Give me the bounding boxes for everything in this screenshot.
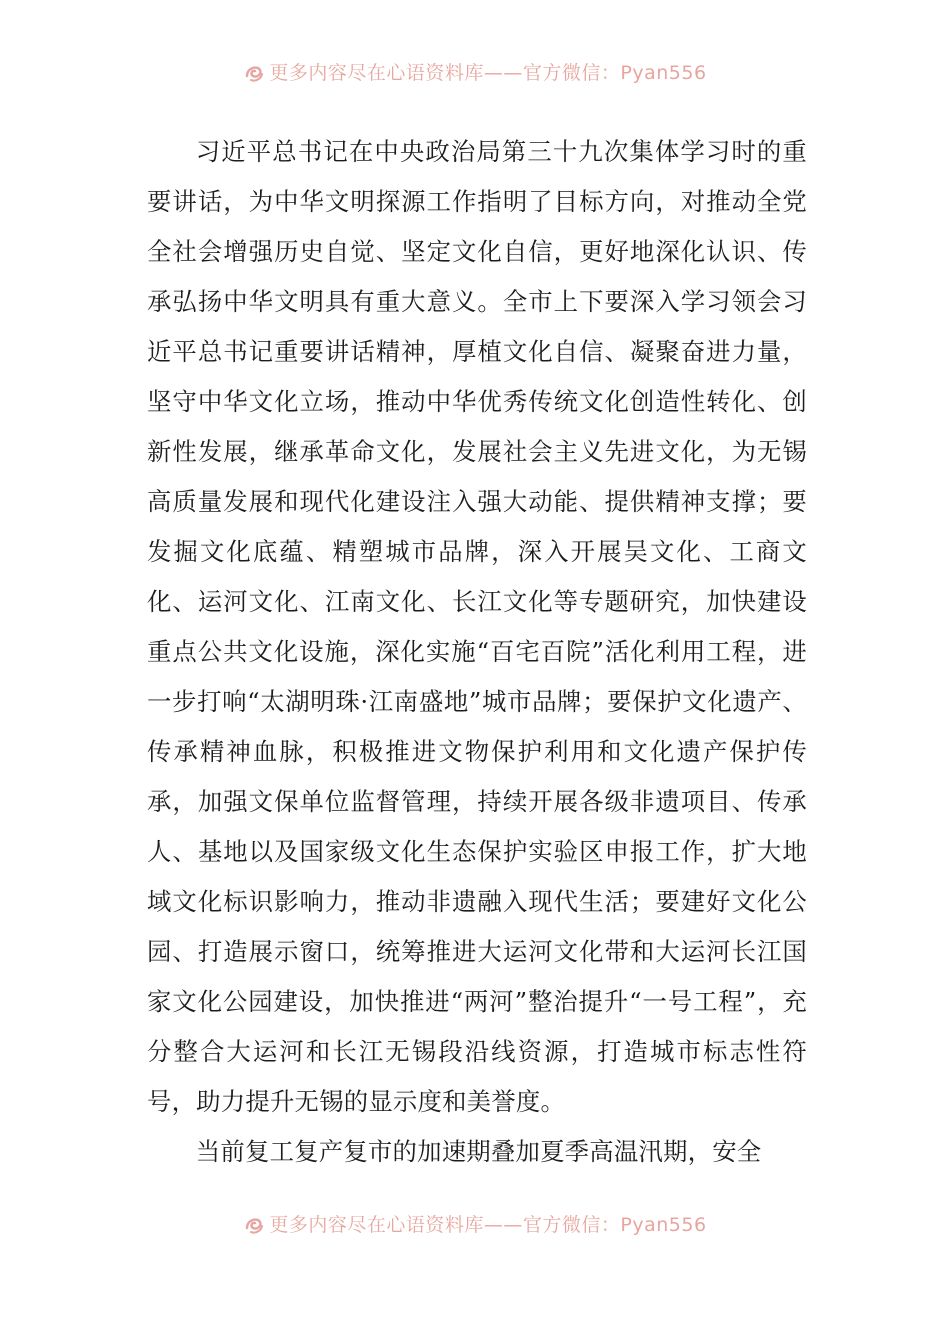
watermark-text: 更多内容尽在心语资料库——官方微信：Pyan556 <box>269 1214 707 1236</box>
swirl-logo-icon <box>243 62 265 84</box>
footer-watermark <box>0 1210 950 1237</box>
header-watermark <box>0 58 950 85</box>
watermark-text: 更多内容尽在心语资料库——官方微信：Pyan556 <box>269 62 707 84</box>
paragraph-1: 习近平总书记在中央政治局第三十九次集体学习时的重要讲话，为中华文明探源工作指明了目标方向，对推动全党全社会增强历史自觉、坚定文化自信，更好地深化认识、传承弘扬中华文明具有重大意义。全市上下要深入学习领会习近平总书记重要讲话精神，厚植文化自信、凝聚奋进力量，坚守中华文化立场，推动中华优秀传统文化创造性转化、创新性发展，继承革命文化，发展社会主义先进文化，为无锡高质量发展和现代化建设注入强大动能、提供精神支撑；要发掘文化底蕴、精塑城市品牌，深入开展吴文化、工商文化、运河文化、江南文化、长江文化等专题研究，加快建设重点公共文化设施，深化实施“百宅百院”活化利用工程，进一步打响“太湖明珠·江南盛地”城市品牌；要保护文化遗产、传承精神血脉，积极推进文物保护利用和文化遗产保护传承，加强文保单位监督管理，持续开展各级非遗项目、传承人、基地以及国家级文化生态保护实验区申报工作，扩大地域文化标识影响力，推动非遗融入现代生活；要建好文化公园、打造展示窗口，统筹推进大运河文化带和大运河长江国家文化公园建设，加快推进“两河”整治提升“一号工程”，充分整合大运河和长江无锡段沿线资源，打造城市标志性符号，助力提升无锡的显示度和美誉度。 <box>147 137 807 1116</box>
swirl-logo-icon <box>243 1214 265 1236</box>
paragraph-2: 当前复工复产复市的加速期叠加夏季高温汛期，安全 <box>195 1137 762 1166</box>
document-body <box>147 127 807 1177</box>
